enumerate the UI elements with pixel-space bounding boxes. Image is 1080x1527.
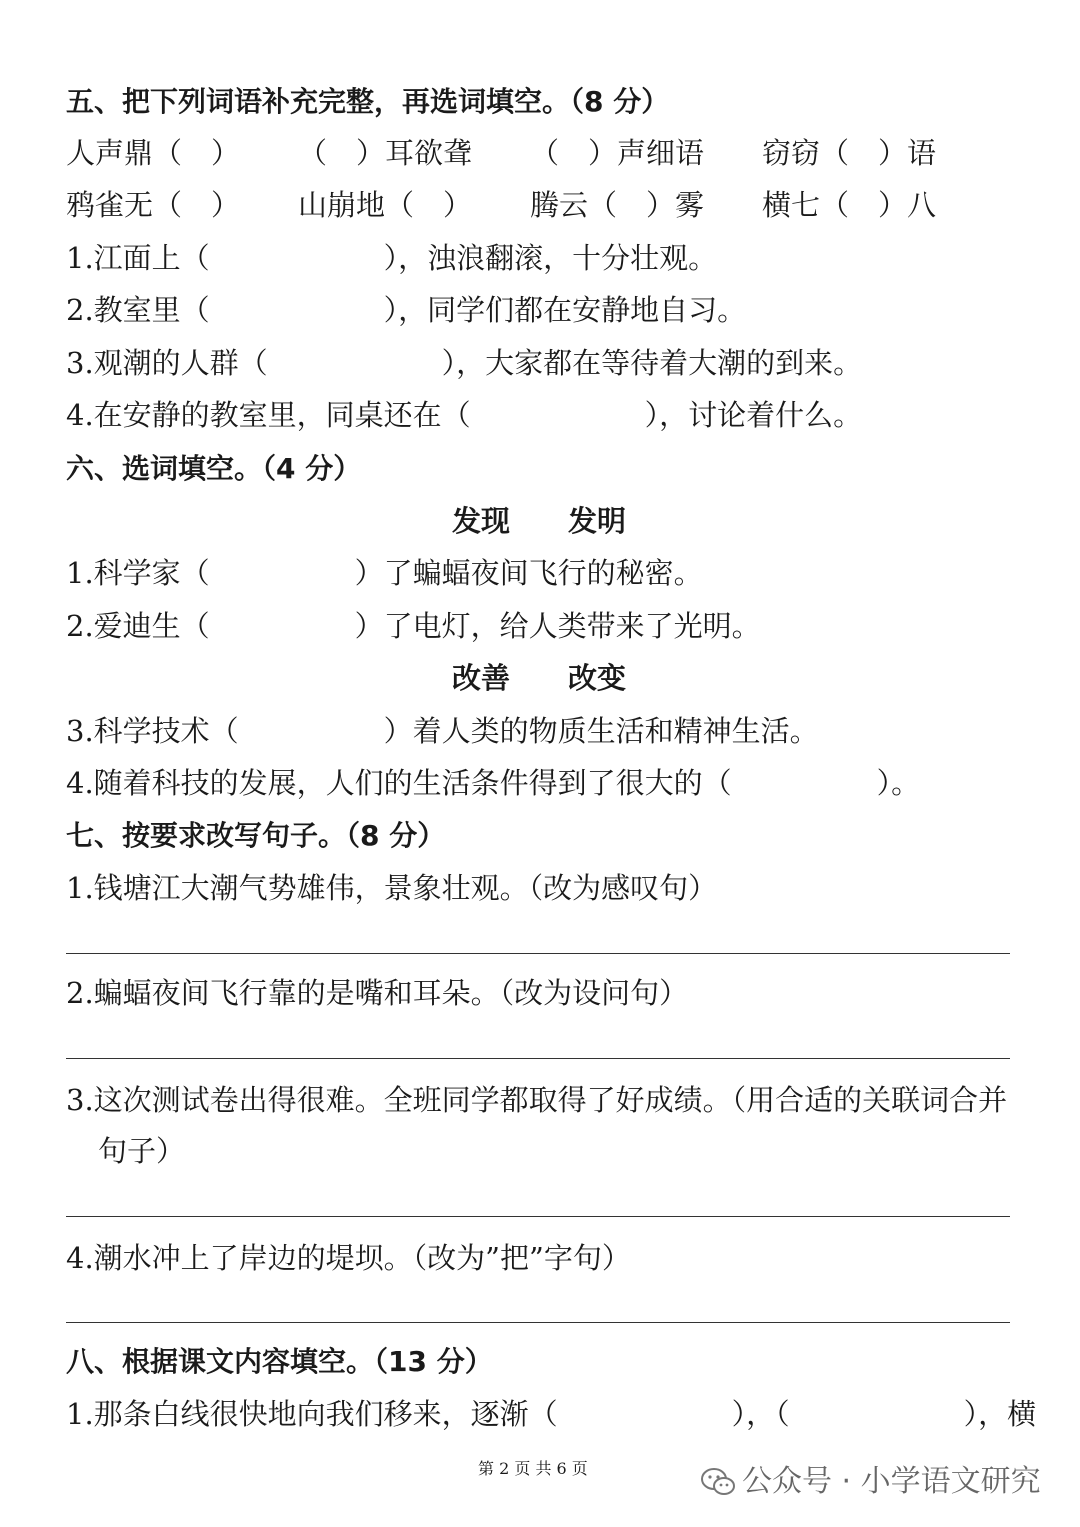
s7-question-3-cont: 句子） [98, 1134, 186, 1168]
answer-line [66, 1058, 1010, 1059]
idiom-blank: 鸦雀无（ ） [66, 188, 241, 222]
s6-question-4: 4.随着科技的发展，人们的生活条件得到了很大的（ ）。 [66, 766, 921, 800]
s6-question-2: 2.爱迪生（ ）了电灯，给人类带来了光明。 [66, 609, 761, 643]
s6-question-1: 1.科学家（ ）了蝙蝠夜间飞行的秘密。 [66, 556, 703, 590]
s7-question-3: 3.这次测试卷出得很难。全班同学都取得了好成绩。（用合适的关联词合并 [66, 1083, 1008, 1117]
watermark [700, 1462, 1041, 1502]
s7-question-1: 1.钱塘江大潮气势雄伟，景象壮观。（改为感叹句） [66, 871, 718, 905]
answer-line [66, 1216, 1010, 1217]
s6-question-3: 3.科学技术（ ）着人类的物质生活和精神生活。 [66, 714, 819, 748]
idiom-blank: 腾云（ ）雾 [530, 188, 705, 222]
s5-question-1: 1.江面上（ ），浊浪翻滚，十分壮观。 [66, 241, 718, 275]
s5-question-3: 3.观潮的人群（ ），大家都在等待着大潮的到来。 [66, 346, 863, 380]
word-choices-1: 发现 发明 [452, 504, 627, 538]
answer-line [66, 1322, 1010, 1323]
s7-question-4: 4.潮水冲上了岸边的堤坝。（改为”把”字句） [66, 1241, 631, 1275]
s5-question-4: 4.在安静的教室里，同桌还在（ ），讨论着什么。 [66, 398, 863, 432]
s7-question-2: 2.蝙蝠夜间飞行靠的是嘴和耳朵。（改为设问句） [66, 976, 689, 1010]
idiom-blank: 窃窃（ ）语 [762, 136, 937, 170]
answer-line [66, 953, 1010, 954]
s5-question-2: 2.教室里（ ），同学们都在安静地自习。 [66, 293, 747, 327]
section-7-heading: 七、按要求改写句子。（8 分） [66, 819, 446, 852]
page-number: 第 2 页 共 6 页 [478, 1459, 588, 1478]
wechat-icon [700, 1467, 736, 1497]
section-8-heading: 八、根据课文内容填空。（13 分） [66, 1345, 493, 1378]
s8-question-1: 1.那条白线很快地向我们移来，逐渐（ ），（ ），横 [66, 1397, 1037, 1431]
section-5-heading: 五、把下列词语补充完整，再选词填空。（8 分） [66, 85, 670, 118]
idiom-blank: 人声鼎（ ） [66, 136, 241, 170]
idiom-blank: （ ）声细语 [530, 136, 705, 170]
watermark-text: 公众号 · 小学语文研究 [742, 1464, 1041, 1499]
idiom-blank: 山崩地（ ） [298, 188, 473, 222]
word-choices-2: 改善 改变 [452, 661, 627, 695]
idiom-blank: （ ）耳欲聋 [298, 136, 473, 170]
idiom-blank: 横七（ ）八 [762, 188, 937, 222]
section-6-heading: 六、选词填空。（4 分） [66, 452, 362, 485]
